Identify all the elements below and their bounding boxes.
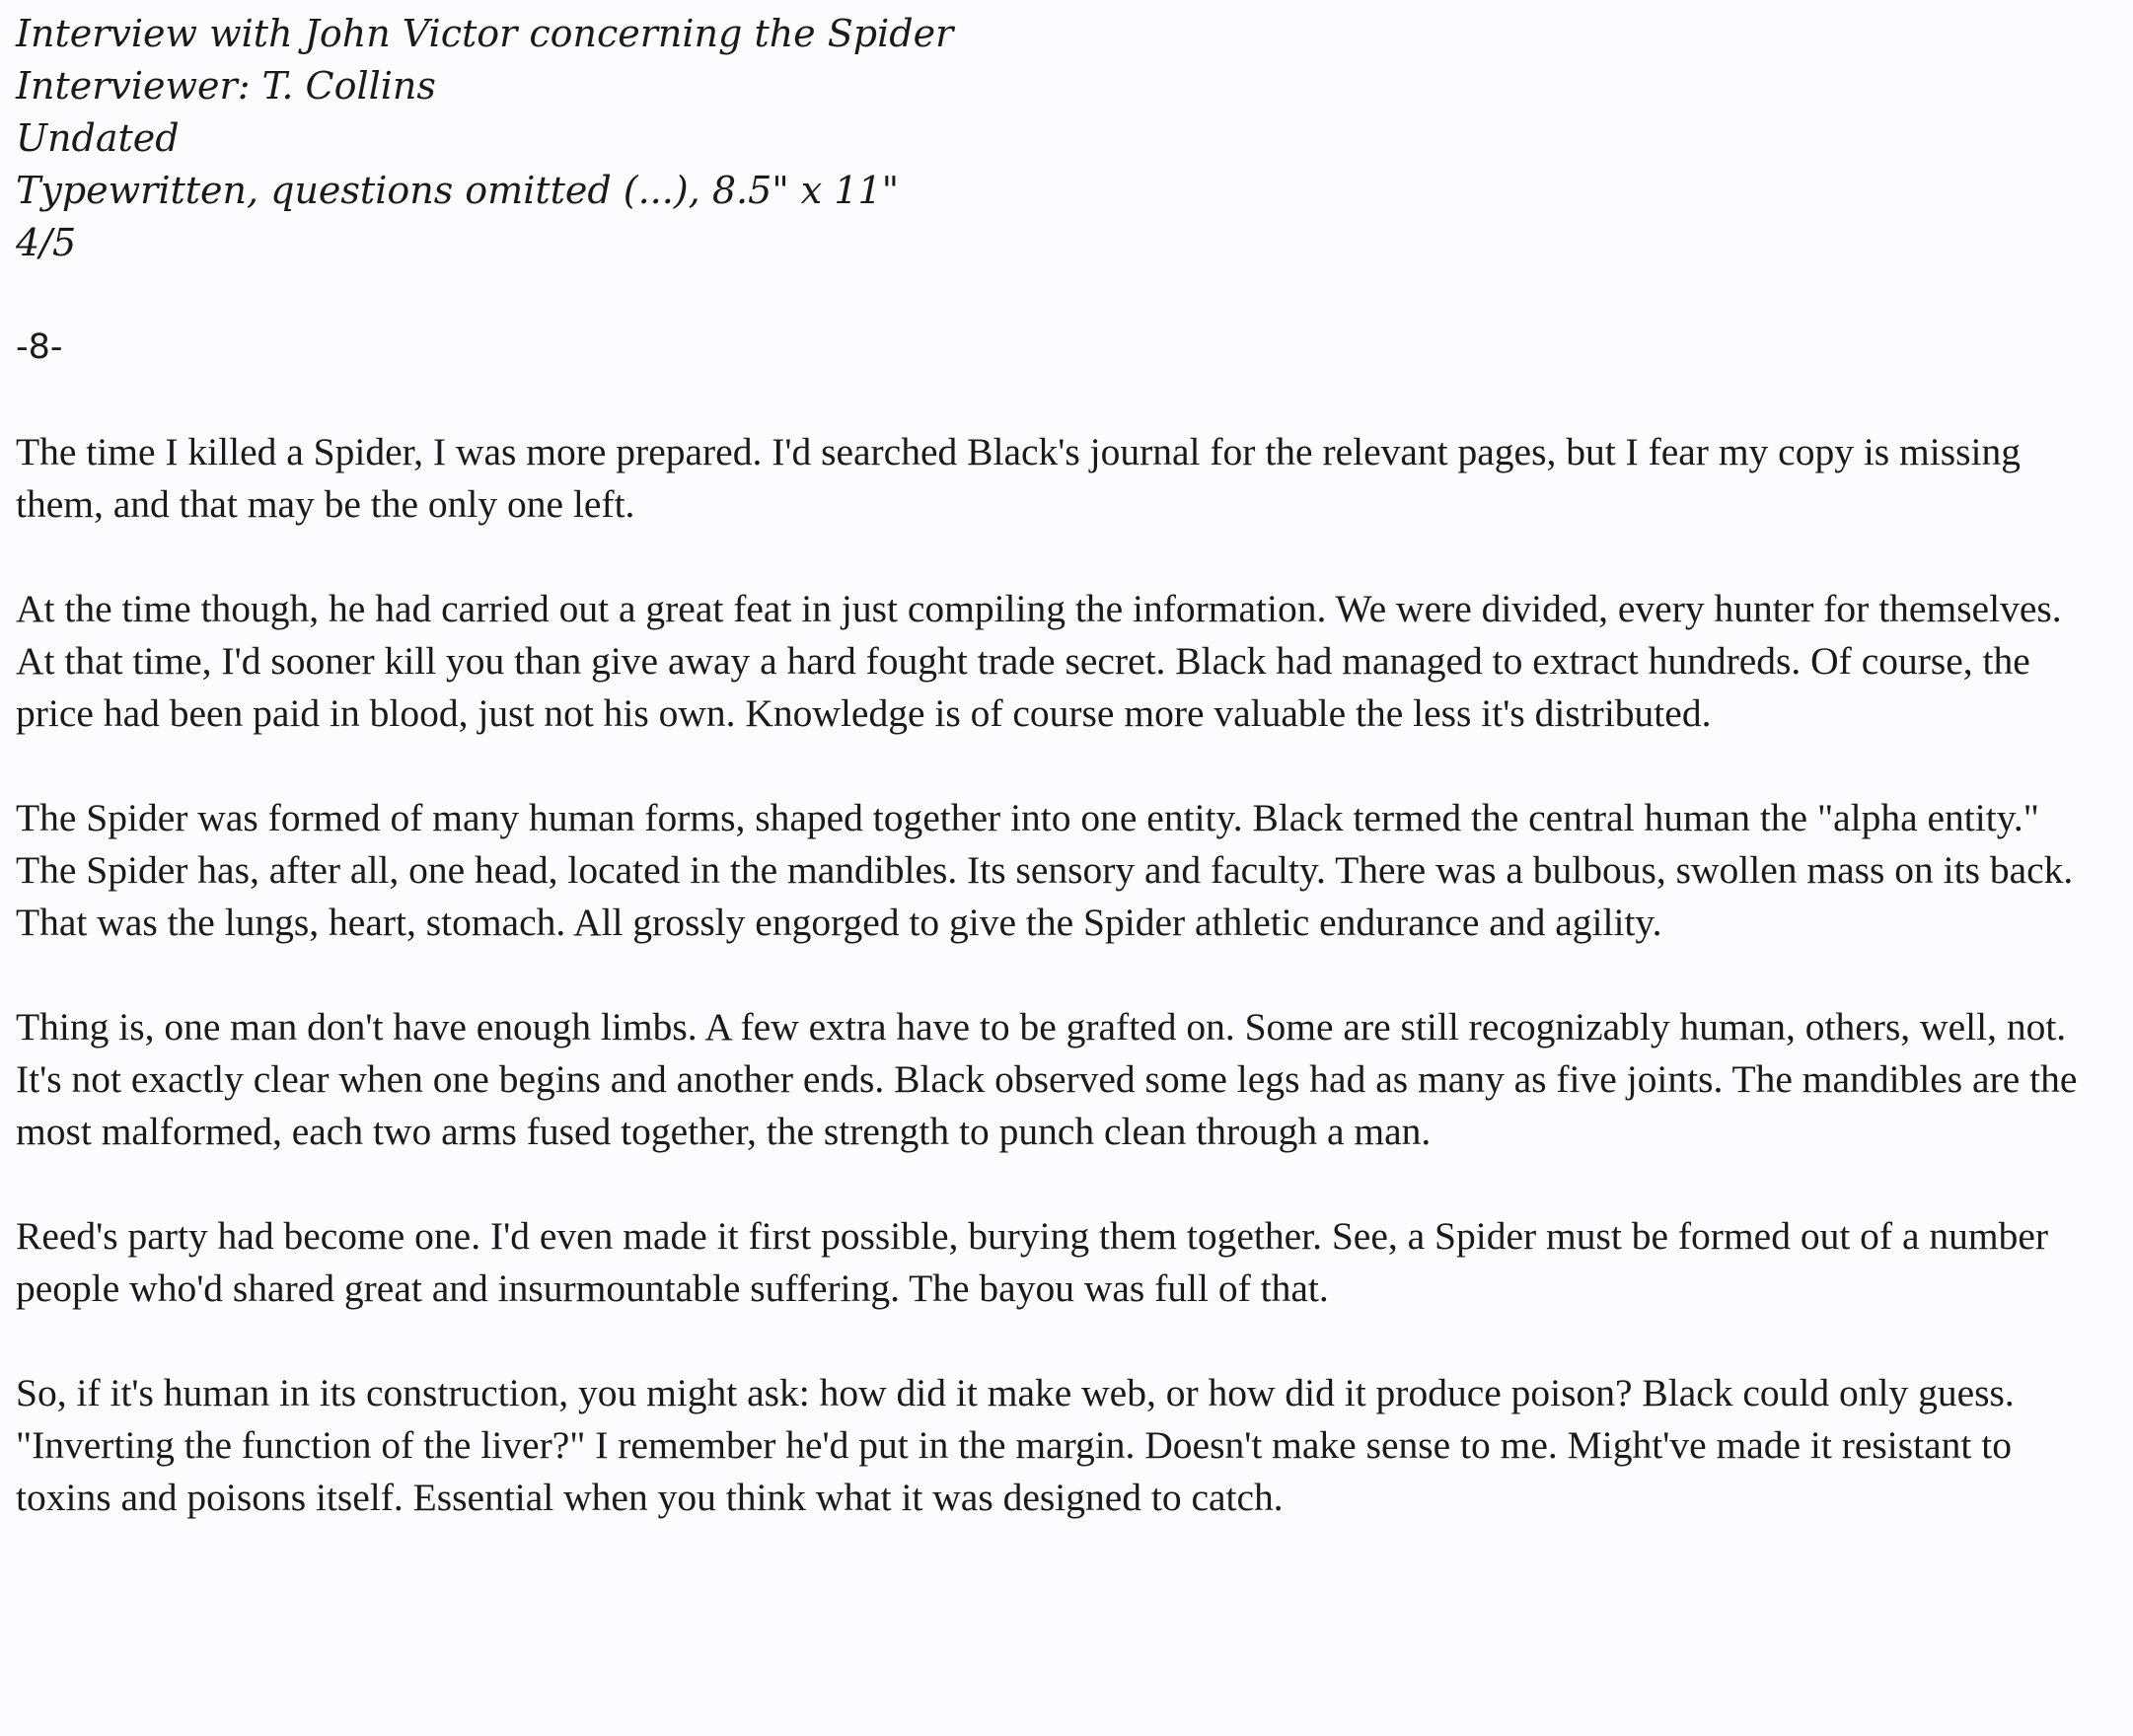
document-title: Interview with John Victor concerning the Spider: [16, 12, 954, 55]
document-header: [16, 8, 2088, 269]
date-line: Undated: [16, 116, 180, 160]
paragraph: At the time though, he had carried out a great feat in just compiling the information. We were divided, every hunter for themselves. At that time, I'd sooner kill you than give away a hard fought trade secret. Black had managed to extract hundreds. Of course, the price had been paid in blood, just not his own. Knowledge is of course more valuable the less it's distributed.: [16, 587, 2062, 735]
part-line: 4/5: [16, 221, 77, 264]
paragraph: The Spider was formed of many human forms, shaped together into one entity. Black termed the central human the "alpha entity." The Spider has, after all, one head, located in the mandibles. Its sensory and faculty. There was a bulbous, swollen mass on its back. That was the lungs, heart, stomach. All grossly engorged to give the Spider athletic endurance and agility.: [16, 796, 2074, 944]
interviewer-line: Interviewer: T. Collins: [16, 64, 436, 108]
paragraph: Reed's party had become one. I'd even made it first possible, burying them together. See, a Spider must be formed out of a number people who'd shared great and insurmountable suffering. The bayou was full of that.: [16, 1214, 2049, 1310]
paragraph: So, if it's human in its construction, you might ask: how did it make web, or how did it produce poison? Black could only guess. "Inverting the function of the liver?" I remember he'd put in the margin. Doesn't make sense to me. Might've made it resistant to toxins and poisons itself. Essential when you think what it was designed to catch.: [16, 1371, 2015, 1519]
document-page: [16, 8, 2088, 1524]
format-line: Typewritten, questions omitted (...), 8.5" x 11": [16, 169, 900, 212]
paragraph: Thing is, one man don't have enough limbs. A few extra have to be grafted on. Some are still recognizably human, others, well, not. It's not exactly clear when one begins and another ends. Black observed some legs had as many as five joints. The mandibles are the most malformed, each two arms fused together, the strength to punch clean through a man.: [16, 1005, 2078, 1153]
paragraph: The time I killed a Spider, I was more prepared. I'd searched Black's journal for the relevant pages, but I fear my copy is missing them, and that may be the only one left.: [16, 430, 2021, 526]
page-number: -8-: [16, 327, 63, 367]
